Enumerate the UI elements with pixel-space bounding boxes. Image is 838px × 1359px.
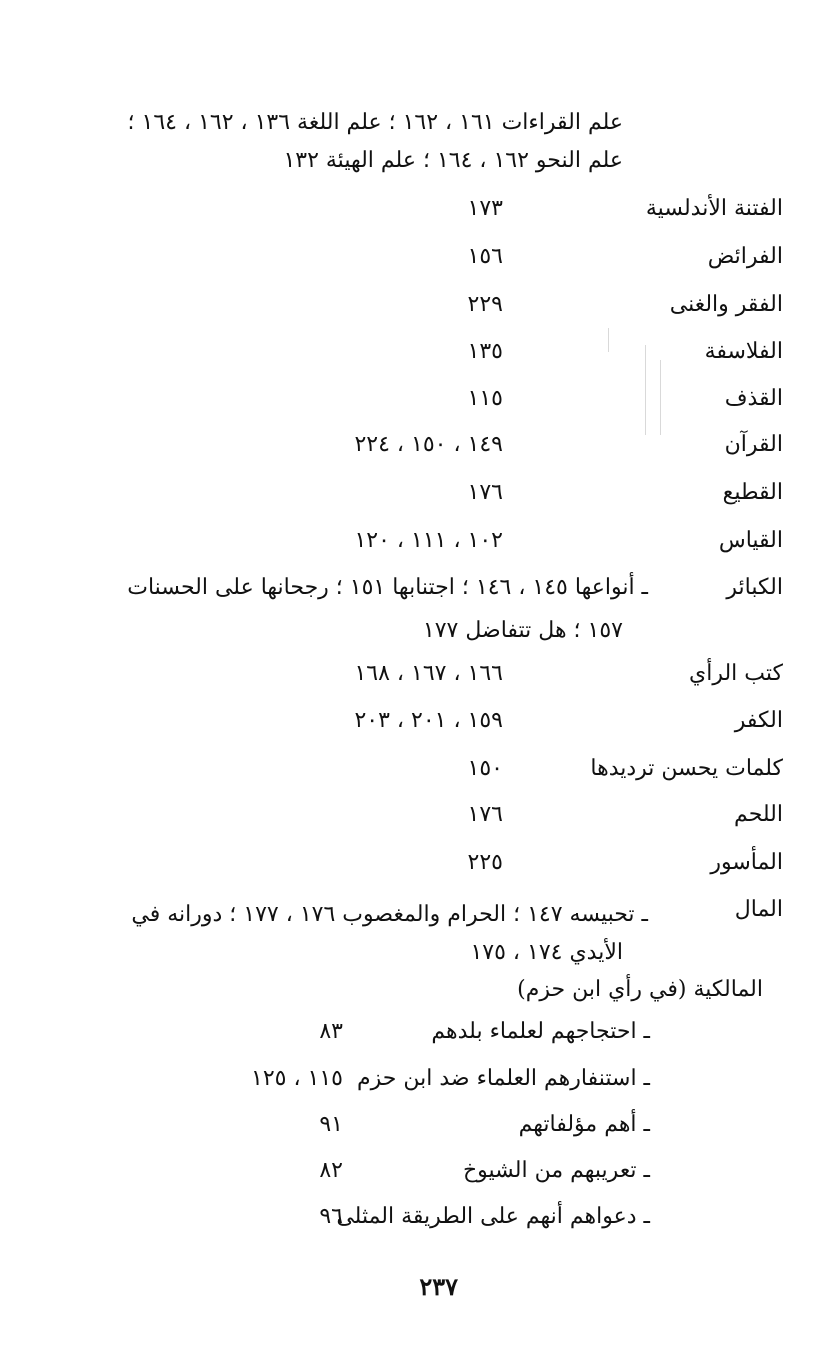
- index-term: كتب الرأي: [689, 661, 783, 686]
- index-term: اللحم: [734, 802, 783, 827]
- index-subentry-text: ـ استنفارهم العلماء ضد ابن حزم: [357, 1066, 650, 1091]
- index-term: الكفر: [734, 708, 783, 733]
- index-subentry-text: ـ احتجاجهم لعلماء بلدهم: [431, 1019, 650, 1044]
- index-subentry-line: ـ أنواعها ١٤٥ ، ١٤٦ ؛ اجتنابها ١٥١ ؛ رجحانها على الحسنات: [127, 575, 648, 600]
- index-pages: ١١٥: [467, 386, 503, 411]
- index-pages: ١٥٠: [467, 756, 503, 781]
- index-term: الفتنة الأندلسية: [645, 196, 783, 221]
- index-term: الفقر والغنى: [669, 292, 783, 317]
- index-term: الفرائض: [707, 244, 783, 269]
- index-subentry-pages: ٨٣: [319, 1019, 343, 1044]
- index-subentry-text: ـ دعواهم أنهم على الطريقة المثلى: [336, 1204, 650, 1229]
- continuation-line-1: علم القراءات ١٦١ ، ١٦٢ ؛ علم اللغة ١٣٦ ، ١٦٢ ، ١٦٤ ؛: [127, 110, 623, 135]
- index-term: القياس: [718, 528, 783, 553]
- index-term: الكبائر: [726, 575, 783, 600]
- index-pages: ١٧٦: [467, 480, 503, 505]
- index-subentry-line: ١٥٧ ؛ هل تتفاضل ١٧٧: [422, 618, 623, 643]
- index-heading: المالكية (في رأي ابن حزم): [517, 977, 763, 1002]
- index-term: المال: [734, 897, 783, 922]
- index-term: الفلاسفة: [704, 339, 783, 364]
- index-subentry-pages: ٨٢: [319, 1158, 343, 1183]
- index-pages: ١٠٢ ، ١١١ ، ١٢٠: [354, 528, 503, 553]
- index-pages: ١٦٦ ، ١٦٧ ، ١٦٨: [354, 661, 503, 686]
- index-subentry-text: ـ تعريبهم من الشيوخ: [462, 1158, 650, 1183]
- index-term: المأسور: [710, 850, 783, 875]
- index-subentry-text: ـ أهم مؤلفاتهم: [518, 1112, 650, 1137]
- scan-mark: [645, 345, 646, 435]
- index-term: القرآن: [724, 432, 783, 457]
- index-pages: ١٥٦: [467, 244, 503, 269]
- scan-mark: [608, 328, 609, 352]
- index-pages: ١٧٣: [467, 196, 503, 221]
- index-subentry-pages: ١١٥ ، ١٢٥: [251, 1066, 343, 1091]
- index-subentry-line: ـ تحبيسه ١٤٧ ؛ الحرام والمغصوب ١٧٦ ، ١٧٧ ؛ دورانه في: [131, 902, 648, 927]
- index-pages: ٢٢٩: [467, 292, 503, 317]
- index-term: كلمات يحسن ترديدها: [590, 756, 783, 781]
- index-pages: ١٤٩ ، ١٥٠ ، ٢٢٤: [354, 432, 503, 457]
- index-subentry-pages: ٩٦: [319, 1204, 343, 1229]
- scan-mark: [660, 360, 661, 435]
- index-term: القطيع: [722, 480, 783, 505]
- index-pages: ١٧٦: [467, 802, 503, 827]
- index-subentry-pages: ٩١: [319, 1112, 343, 1137]
- index-term: القذف: [724, 386, 783, 411]
- index-pages: ١٣٥: [467, 339, 503, 364]
- index-pages: ١٥٩ ، ٢٠١ ، ٢٠٣: [354, 708, 503, 733]
- continuation-line-2: علم النحو ١٦٢ ، ١٦٤ ؛ علم الهيئة ١٣٢: [283, 148, 623, 173]
- index-pages: ٢٢٥: [467, 850, 503, 875]
- page-number: ٢٣٧: [419, 1272, 458, 1301]
- index-subentry-line: الأيدي ١٧٤ ، ١٧٥: [470, 940, 623, 965]
